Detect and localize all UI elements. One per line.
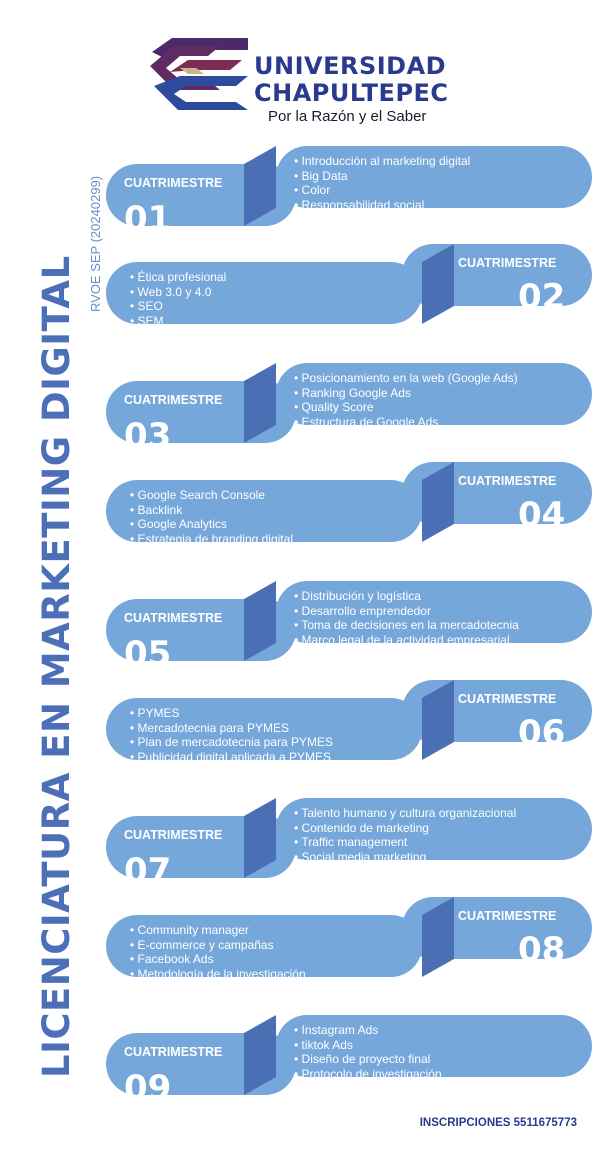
- topic-item: • Contenido de marketing: [294, 821, 564, 836]
- term-label: CUATRIMESTRE: [458, 692, 557, 706]
- term-number: 01: [124, 199, 172, 239]
- topic-item: • Desarrollo emprendedor: [294, 604, 564, 619]
- topic-item: • Publicidad digital aplicada a PYMES: [130, 750, 410, 765]
- term-row: [106, 897, 592, 981]
- topic-item: • Introducción al marketing digital: [294, 154, 564, 169]
- term-label: CUATRIMESTRE: [124, 393, 223, 407]
- university-name-line1: UNIVERSIDAD: [254, 52, 447, 80]
- term-topics: [130, 923, 410, 981]
- topic-item: • Estructura de Google Ads: [294, 415, 564, 430]
- term-number: 02: [518, 277, 566, 317]
- term-row: [106, 798, 592, 891]
- university-logo: [150, 38, 250, 110]
- topic-item: • Ranking Google Ads: [294, 386, 564, 401]
- term-row: [106, 146, 592, 239]
- term-topics: [130, 488, 410, 546]
- term-topics: [294, 371, 564, 429]
- term-number: 07: [124, 851, 172, 891]
- term-topics: [294, 154, 564, 212]
- term-topics: [130, 270, 410, 328]
- topic-item: • Protocolo de investigación: [294, 1067, 564, 1082]
- term-label: CUATRIMESTRE: [458, 474, 557, 488]
- topic-item: • Traffic management: [294, 835, 564, 850]
- term-number: 08: [518, 930, 566, 970]
- topic-item: • SEM: [130, 314, 410, 329]
- program-title: LICENCIATURA EN MARKETING DIGITAL: [35, 255, 78, 1078]
- term-row: [106, 363, 592, 456]
- topic-item: • Toma de decisiones en la mercadotecnia: [294, 618, 564, 633]
- topic-item: • tiktok Ads: [294, 1038, 564, 1053]
- university-name-line2: CHAPULTEPEC: [254, 79, 449, 107]
- term-label: CUATRIMESTRE: [124, 828, 223, 842]
- topic-item: • Community manager: [130, 923, 410, 938]
- term-label: CUATRIMESTRE: [124, 1045, 223, 1059]
- university-tagline: Por la Razón y el Saber: [268, 108, 427, 125]
- topic-item: • Instagram Ads: [294, 1023, 564, 1038]
- topic-item: • Metodología de la investigación: [130, 967, 410, 982]
- topic-item: • Plan de mercadotecnia para PYMES: [130, 735, 410, 750]
- topic-item: • Google Analytics: [130, 517, 410, 532]
- term-number: 06: [518, 713, 566, 753]
- topic-item: • Quality Score: [294, 400, 564, 415]
- topic-item: • E-commerce y campañas: [130, 938, 410, 953]
- topic-item: • Color: [294, 183, 564, 198]
- topic-item: • Diseño de proyecto final: [294, 1052, 564, 1067]
- topic-item: • Web 3.0 y 4.0: [130, 285, 410, 300]
- term-number: 05: [124, 634, 172, 674]
- term-label: CUATRIMESTRE: [458, 256, 557, 270]
- topic-item: • PYMES: [130, 706, 410, 721]
- term-label: CUATRIMESTRE: [124, 611, 223, 625]
- topic-item: • Distribución y logística: [294, 589, 564, 604]
- topic-item: • Marco legal de la actividad empresarial: [294, 633, 564, 648]
- topic-item: • SEO: [130, 299, 410, 314]
- topic-item: • Google Search Console: [130, 488, 410, 503]
- term-number: 04: [518, 495, 566, 535]
- term-number: 03: [124, 416, 172, 456]
- topic-item: • Responsabilidad social: [294, 198, 564, 213]
- term-topics: [294, 806, 564, 864]
- topic-item: • Posicionamiento en la web (Google Ads): [294, 371, 564, 386]
- topic-item: • Talento humano y cultura organizacional: [294, 806, 564, 821]
- term-row: [106, 1015, 592, 1108]
- topic-item: • Big Data: [294, 169, 564, 184]
- term-row: [106, 581, 592, 674]
- term-label: CUATRIMESTRE: [458, 909, 557, 923]
- topic-item: • Backlink: [130, 503, 410, 518]
- topic-item: • Facebook Ads: [130, 952, 410, 967]
- term-topics: [130, 706, 410, 764]
- term-topics: [294, 1023, 564, 1081]
- rvoe-code: RVOE SEP (20240299): [88, 175, 103, 312]
- term-row: [106, 244, 592, 328]
- enrollment-phone: INSCRIPCIONES 5511675773: [419, 1117, 577, 1129]
- topic-item: • Ética profesional: [130, 270, 410, 285]
- term-row: [106, 462, 592, 546]
- topic-item: • Mercadotecnia para PYMES: [130, 721, 410, 736]
- term-row: [106, 680, 592, 764]
- term-number: 09: [124, 1068, 172, 1108]
- term-topics: [294, 589, 564, 647]
- term-label: CUATRIMESTRE: [124, 176, 223, 190]
- topic-item: • Social media marketing: [294, 850, 564, 865]
- topic-item: • Estrategia de branding digital: [130, 532, 410, 547]
